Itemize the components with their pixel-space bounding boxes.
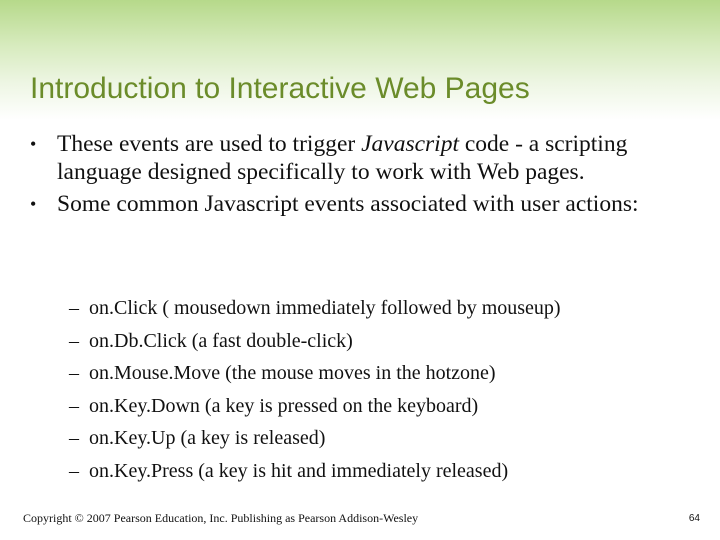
sub-bullet-item [69, 455, 689, 488]
bullet-list [30, 130, 680, 222]
bullet-icon: • [30, 194, 37, 214]
bullet-item [30, 190, 680, 218]
page-number: 64 [688, 513, 700, 524]
sub-bullet-item [69, 325, 689, 358]
sub-bullet-item [69, 390, 689, 423]
bullet-text-emphasis: Javascript [361, 131, 459, 157]
sub-bullet-item [69, 357, 689, 390]
bullet-text-after: code - a scripting language designed specifically to work with Web pages. [57, 131, 628, 185]
slide-title: Introduction to Interactive Web Pages [30, 72, 530, 105]
sub-bullet-text: on.Mouse.Move (the mouse moves in the hotzone) [89, 362, 496, 384]
dash-icon: – [69, 427, 79, 449]
sub-bullet-text: on.Click ( mousedown immediately followed by mouseup) [89, 297, 561, 319]
dash-icon: – [69, 329, 79, 352]
sub-bullet-item [69, 422, 689, 455]
dash-icon: – [69, 297, 79, 319]
sub-bullet-text: on.Key.Up (a key is released) [89, 427, 326, 449]
bullet-text-before: These events are used to trigger [57, 131, 362, 157]
bullet-icon: • [30, 134, 37, 154]
dash-icon: – [69, 394, 79, 417]
bullet-text: Some common Javascript events associated with user actions: [57, 191, 639, 217]
sub-bullet-text: on.Key.Press (a key is hit and immediately released) [89, 459, 509, 482]
sub-bullet-item [69, 292, 689, 325]
bullet-item [30, 130, 680, 186]
sub-bullet-text: on.Key.Down (a key is pressed on the keyboard) [89, 394, 479, 417]
copyright-footer: Copyright © 2007 Pearson Education, Inc. Publishing as Pearson Addison-Wesley [23, 511, 419, 525]
sub-bullet-list [69, 292, 689, 487]
sub-bullet-text: on.Db.Click (a fast double-click) [89, 329, 353, 352]
dash-icon: – [69, 362, 79, 384]
dash-icon: – [69, 459, 79, 482]
